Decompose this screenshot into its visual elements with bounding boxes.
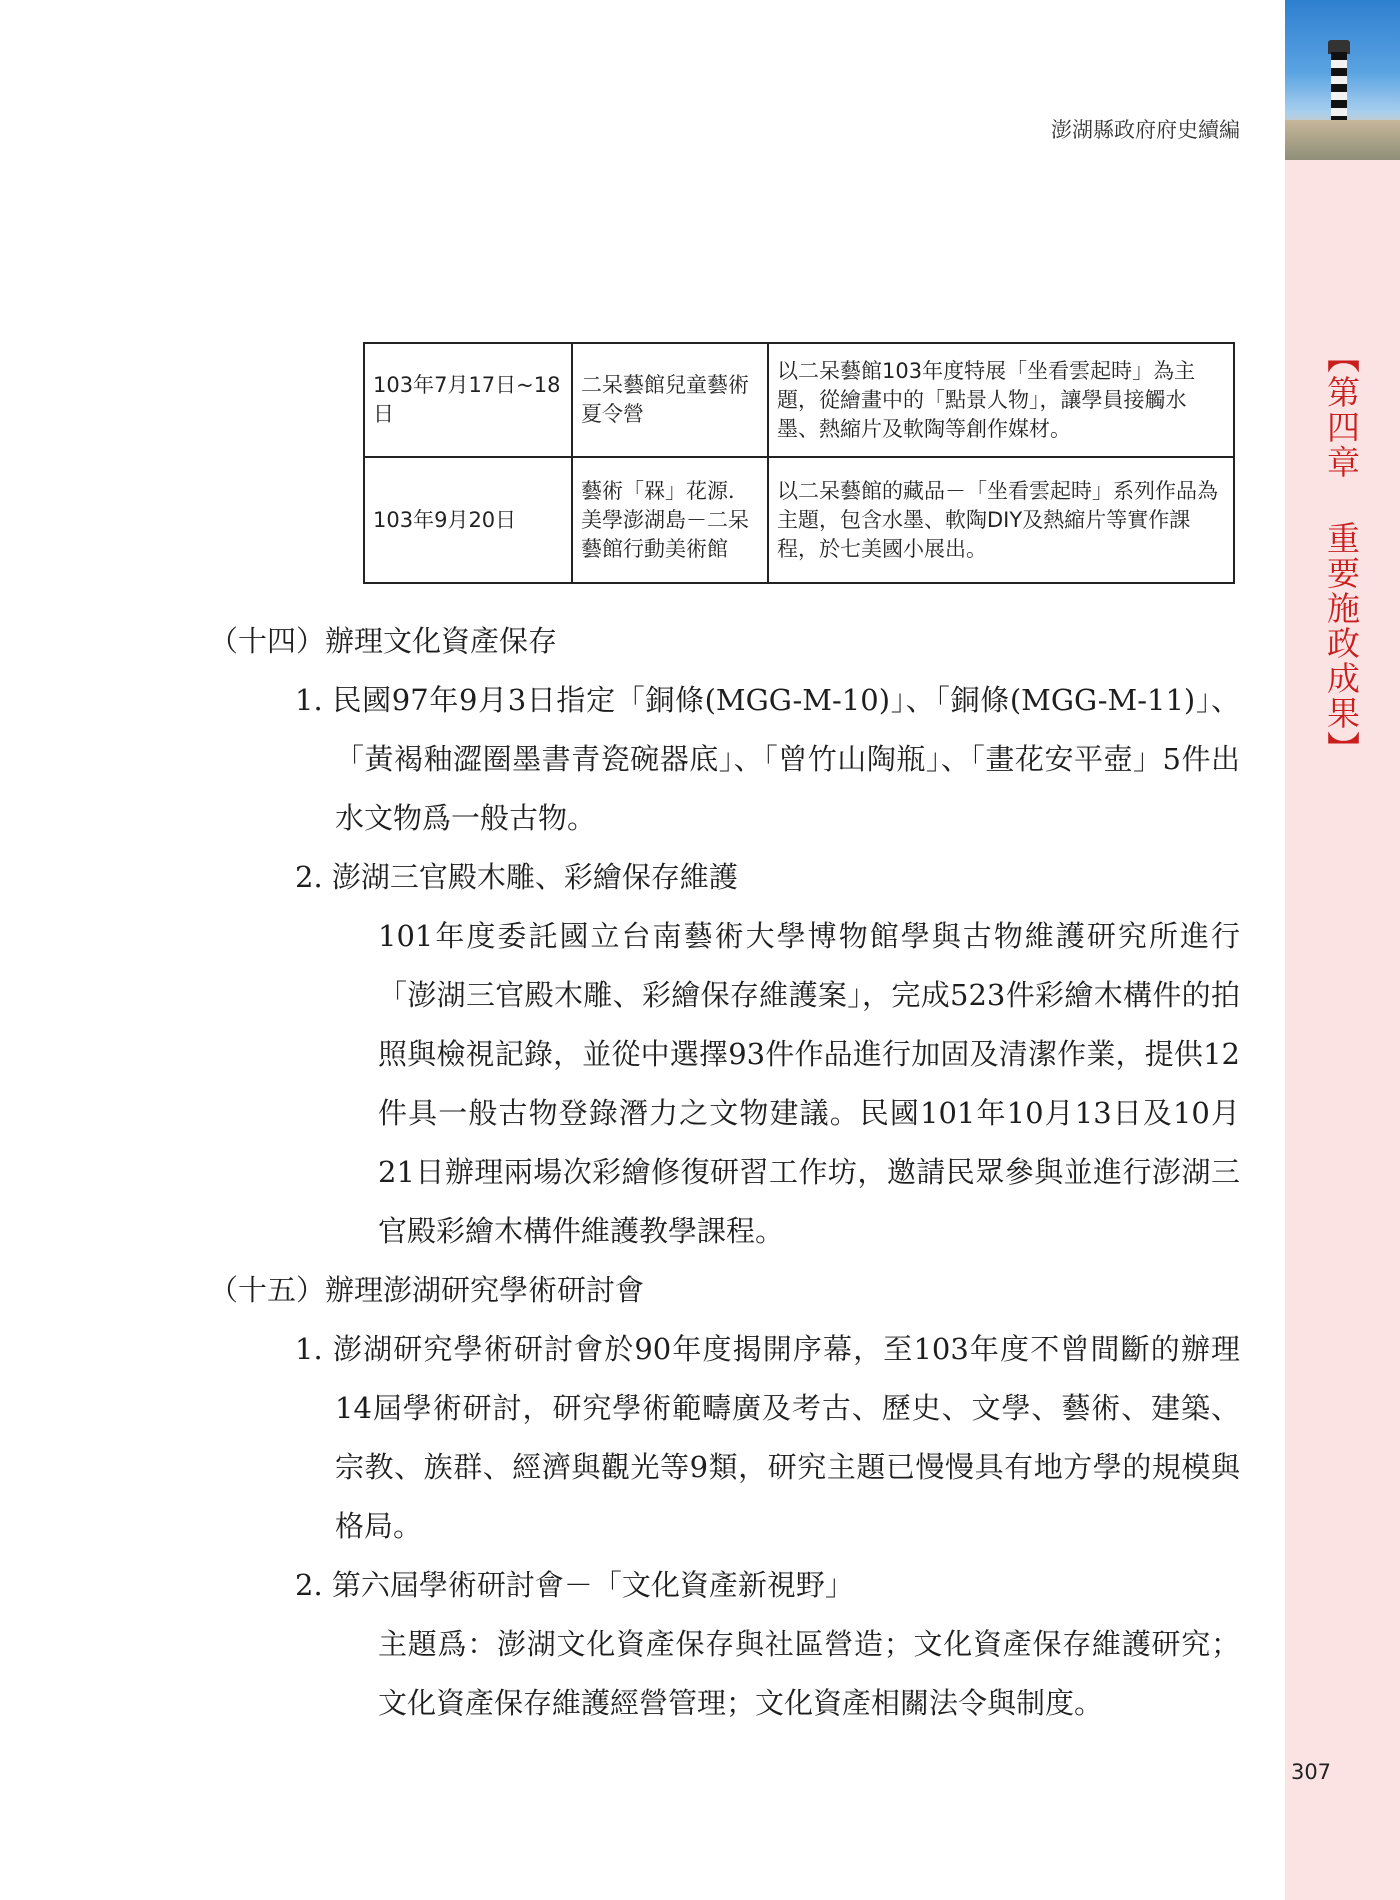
lighthouse-tower bbox=[1331, 52, 1347, 122]
event-date: 103年7月17日~18日 bbox=[364, 343, 572, 457]
lighthouse-icon bbox=[1285, 0, 1400, 160]
events-table bbox=[363, 342, 1235, 584]
table-row bbox=[364, 343, 1234, 457]
photo-ground bbox=[1285, 120, 1400, 160]
list-item: 2. 第六屆學術研討會－「文化資產新視野」 bbox=[295, 1568, 854, 1602]
event-description: 以二呆藝館的藏品－「坐看雲起時」系列作品為主題，包含水墨、軟陶DIY及熱縮片等實作課程，於七美國小展出。 bbox=[768, 457, 1234, 583]
running-header: 澎湖縣政府府史續編 bbox=[1051, 118, 1240, 142]
table-row bbox=[364, 457, 1234, 583]
event-description: 以二呆藝館103年度特展「坐看雲起時」為主題，從繪畫中的「點景人物」，讓學員接觸水墨、熱縮片及軟陶等創作媒材。 bbox=[768, 343, 1234, 457]
list-item: 1. 民國97年9月3日指定「銅條(MGG-M-10)」、「銅條(MGG-M-11)」、「黃褐釉澀圈墨書青瓷碗器底」、「曾竹山陶瓶」、「畫花安平壺」5件出水文物爲一般古物。 bbox=[295, 683, 1240, 835]
event-date: 103年9月20日 bbox=[364, 457, 572, 583]
section-heading: （十四）辦理文化資產保存 bbox=[209, 624, 558, 658]
page-number: 307 bbox=[1290, 1760, 1332, 1784]
list-item: 1. 澎湖研究學術研討會於90年度揭開序幕，至103年度不曾間斷的辦理14屆學術研討，研究學術範疇廣及考古、歷史、文學、藝術、建築、宗教、族群、經濟與觀光等9類，研究主題已慢慢具有地方學的規模與格局。 bbox=[295, 1332, 1240, 1543]
body-text bbox=[205, 612, 1240, 1733]
list-item-detail: 主題爲：澎湖文化資產保存與社區營造；文化資產保存維護研究；文化資產保存維護經營管理；文化資產相關法令與制度。 bbox=[378, 1627, 1240, 1720]
list-item-detail: 101年度委託國立台南藝術大學博物館學與古物維護研究所進行「澎湖三官殿木雕、彩繪保存維護案」，完成523件彩繪木構件的拍照與檢視記錄，並從中選擇93件作品進行加固及清潔作業，提供12件具一般古物登錄潛力之文物建議。民國101年10月13日及10月21日辦理兩場次彩繪修復研習工作坊，邀請民眾參與並進行澎湖三官殿彩繪木構件維護教學課程。 bbox=[378, 919, 1240, 1248]
event-name: 二呆藝館兒童藝術夏令營 bbox=[572, 343, 768, 457]
list-item: 2. 澎湖三官殿木雕、彩繪保存維護 bbox=[295, 860, 738, 894]
section-heading: （十五）辦理澎湖研究學術研討會 bbox=[209, 1273, 645, 1307]
side-band bbox=[1285, 0, 1400, 1900]
chapter-label: 【第四章 重要施政成果】 bbox=[1322, 340, 1361, 766]
event-name: 藝術「槑」花源．美學澎湖島－二呆藝館行動美術館 bbox=[572, 457, 768, 583]
